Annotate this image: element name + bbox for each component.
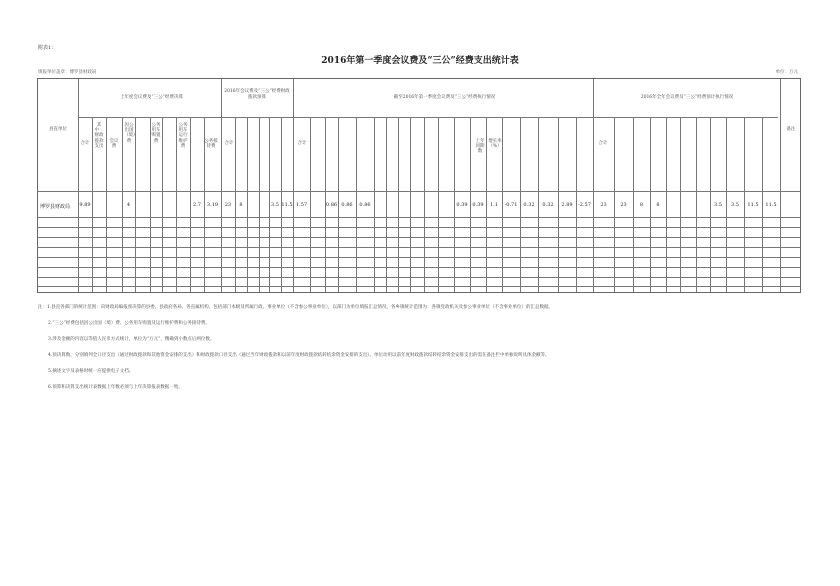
currency-unit: 单位：万元 [775, 70, 798, 75]
cell-v6: 8 [239, 202, 243, 208]
header-total-2: 合计 [224, 141, 234, 146]
cell-v24: 8 [656, 202, 660, 208]
row-unit-name: 博罗县财政局 [40, 204, 71, 210]
note-3: 3.涉及金额的内容以等值人民币方式统计，单位为“万元”，精确到小数点后两位数。 [48, 337, 215, 342]
header-meeting: 会议费 [109, 139, 119, 150]
note-1: 注：1.县直各部门的统计范围：向财政局编报预决算的县委、县政府各局、各直属机构，包括部门本级及所属行政、事业单位（不含参公事业单位），以部门为单位填报汇总情况，各乡镇统计范围为：各镇党政机关及参公事业单位（不含事业单位）的汇总数据。 [38, 305, 554, 310]
cell-v1: 9.89 [79, 202, 91, 208]
header-last-year: 上年同期数 [475, 139, 485, 155]
header-growth: 增长率（%） [488, 139, 502, 150]
cell-v19: 2.89 [561, 202, 573, 208]
note-5: 5.摘述文字及表格时统一应提供电子文档。 [48, 369, 134, 374]
cell-v8: 11.5 [281, 202, 293, 208]
cell-v17: 0.32 [523, 202, 535, 208]
header-car-run: 公务用车运行维护费 [178, 123, 188, 149]
cell-v7: 3.5 [271, 202, 279, 208]
cell-v9: 1.57 [295, 202, 308, 208]
footnotes [38, 305, 798, 401]
header-group-budget: 2016年会议费及“三公”经费财政拨款预算 [224, 89, 290, 100]
cell-v13: 0.39 [456, 202, 468, 208]
cell-v3: 2.7 [193, 202, 201, 208]
cell-v5: 23 [224, 202, 232, 208]
cell-v21: 23 [600, 202, 607, 208]
cell-v14: 0.39 [472, 202, 484, 208]
attachment-label: 附表1： [38, 45, 57, 51]
cell-v26: 3.5 [731, 202, 739, 208]
cell-v10: 0.86 [325, 202, 338, 208]
cell-v28: 11.5 [765, 202, 777, 208]
header-abroad: 因公出国（境）费 [124, 123, 138, 144]
header-group-full-year: 2016年全年会议费及“三公”经费预计执行情况 [640, 95, 734, 100]
header-total-3: 合计 [297, 141, 307, 146]
header-group-last-year: 上年度会议费及“三公”经费决算 [119, 95, 184, 100]
expense-table [37, 78, 801, 293]
header-fiscal: 其中：财政拨款支出 [94, 123, 104, 149]
header-unit: 县直单位 [49, 127, 67, 132]
cell-v23: 8 [639, 202, 644, 208]
header-total: 合计 [80, 141, 90, 146]
cell-v11: 0.86 [341, 202, 353, 208]
note-4: 4.预决算数，分别填列全口径支出（通过财政拨款和其他资金安排的支出）和财政拨款口径支出（通过当年财政拨款和以前年度财政拨款结转结余资金安排的支出）。单位动用以前年度财政拨款结转结余资金安排支出的需在备注栏中单独说明具体金额等。 [48, 353, 550, 358]
note-6: 6.预算和决算支出统计表数据上年数必须与上年决算报表数据一致。 [48, 385, 183, 390]
header-reception: 公务接待费 [204, 139, 218, 150]
cell-v22: 23 [620, 202, 627, 208]
cell-v16: -0.71 [504, 202, 518, 208]
cell-v18: 0.32 [542, 202, 554, 208]
header-total-4: 合计 [598, 141, 608, 146]
cell-v15: 1.1 [490, 202, 498, 208]
cell-v4: 3.19 [206, 202, 219, 208]
page-title: 2016年第一季度会议费及“三公”经费支出统计表 [321, 56, 519, 66]
header-group-q1: 截至2016年第一季度会议费及“三公”经费执行情况 [393, 95, 496, 100]
reporting-unit: 填报单位盖章：博罗县财政局 [38, 70, 97, 75]
cell-v2: 4 [126, 202, 131, 208]
header-car-purchase: 公务用车购置费 [151, 123, 161, 144]
note-2: 2.“三公”经费包括因公出国（境）费、公务用车购置及运行维护费和公务接待费。 [48, 321, 210, 326]
cell-v27: 11.5 [747, 202, 759, 208]
header-remarks: 备注 [786, 127, 796, 132]
cell-v25: 3.5 [714, 202, 722, 208]
cell-v12: 0.86 [359, 202, 371, 208]
cell-v20: -2.57 [578, 202, 591, 208]
